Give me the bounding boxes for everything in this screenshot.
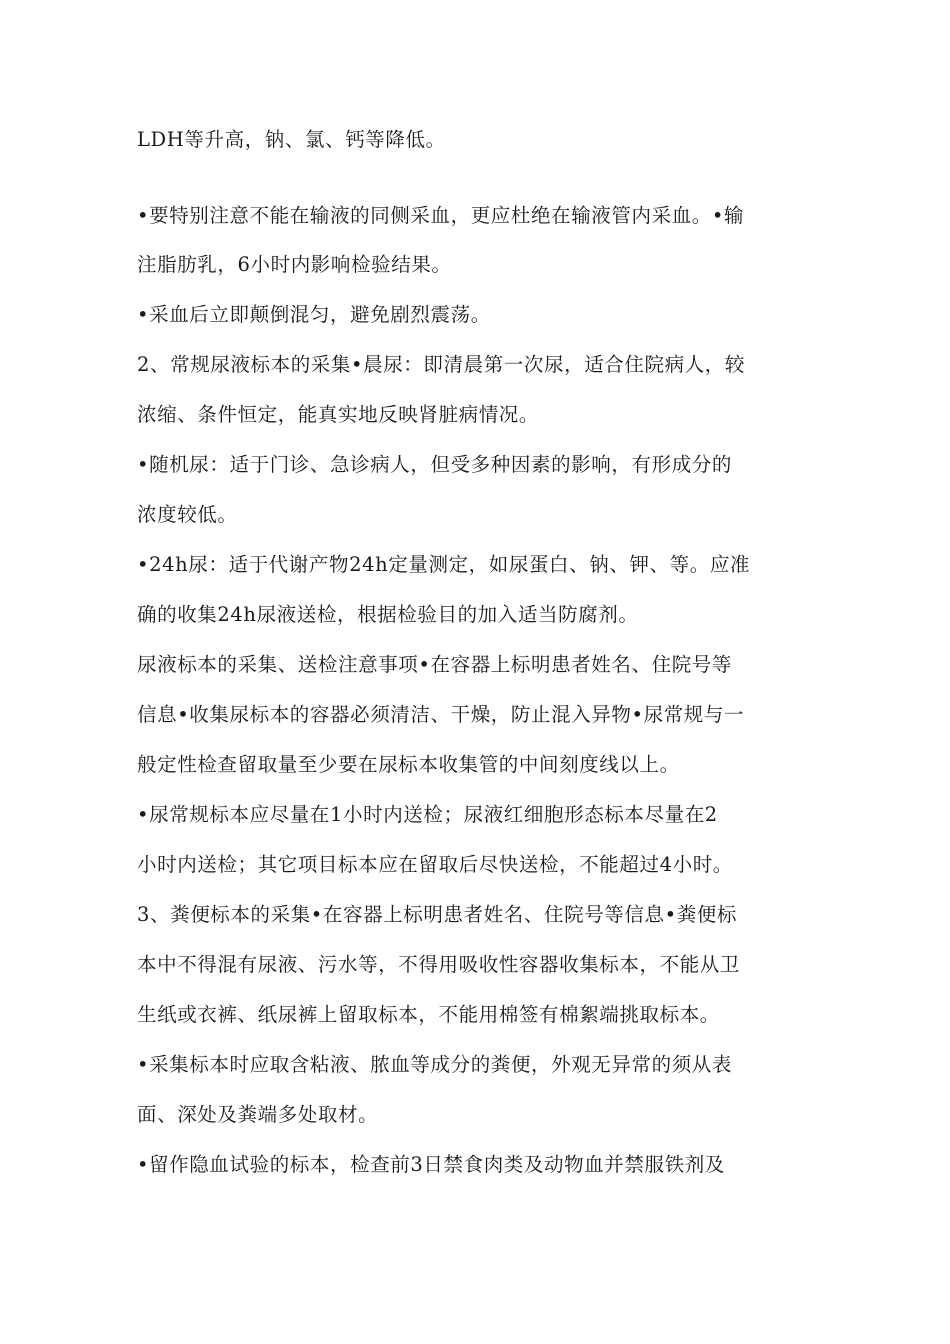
text-line: •采血后立即颠倒混匀，避免剧烈震荡。: [137, 303, 491, 326]
text-line: •留作隐血试验的标本，检查前3日禁食肉类及动物血并禁服铁剂及: [137, 1153, 725, 1176]
text-line: •24h尿：适于代谢产物24h定量测定，如尿蛋白、钠、钾、等。应准: [137, 553, 751, 576]
text-line: 确的收集24h尿液送检，根据检验目的加入适当防腐剂。: [137, 603, 639, 626]
text-line: LDH等升高，钠、氯、钙等降低。: [137, 128, 446, 151]
text-line: 面、深处及粪端多处取材。: [137, 1103, 379, 1126]
text-line: 3、粪便标本的采集•在容器上标明患者姓名、住院号等信息•粪便标: [137, 903, 738, 926]
text-line: •采集标本时应取含粘液、脓血等成分的粪便，外观无异常的须从表: [137, 1053, 733, 1076]
text-line: 浓缩、条件恒定，能真实地反映肾脏病情况。: [137, 403, 540, 426]
text-line: 生纸或衣裤、纸尿裤上留取标本，不能用棉签有棉絮端挑取标本。: [137, 1003, 720, 1026]
text-line: 2、常规尿液标本的采集•晨尿：即清晨第一次尿，适合住院病人，较: [137, 353, 746, 376]
text-line: 注脂肪乳，6小时内影响检验结果。: [137, 253, 452, 276]
text-line: 尿液标本的采集、送检注意事项•在容器上标明患者姓名、住院号等: [137, 653, 733, 676]
text-line: •随机尿：适于门诊、急诊病人，但受多种因素的影响，有形成分的: [137, 453, 733, 476]
text-line: •要特别注意不能在输液的同侧采血，更应杜绝在输液管内采血。•输: [137, 204, 745, 227]
text-line: 信息•收集尿标本的容器必须清洁、干燥，防止混入异物•尿常规与一: [137, 703, 745, 726]
text-line: •尿常规标本应尽量在1小时内送检；尿液红细胞形态标本尽量在2: [137, 803, 718, 826]
text-line: 小时内送检；其它项目标本应在留取后尽快送检，不能超过4小时。: [137, 853, 733, 876]
text-line: 般定性检查留取量至少要在尿标本收集管的中间刻度线以上。: [137, 753, 680, 776]
text-line: 本中不得混有尿液、污水等，不得用吸收性容器收集标本，不能从卫: [137, 953, 741, 976]
text-line: 浓度较低。: [137, 503, 238, 526]
